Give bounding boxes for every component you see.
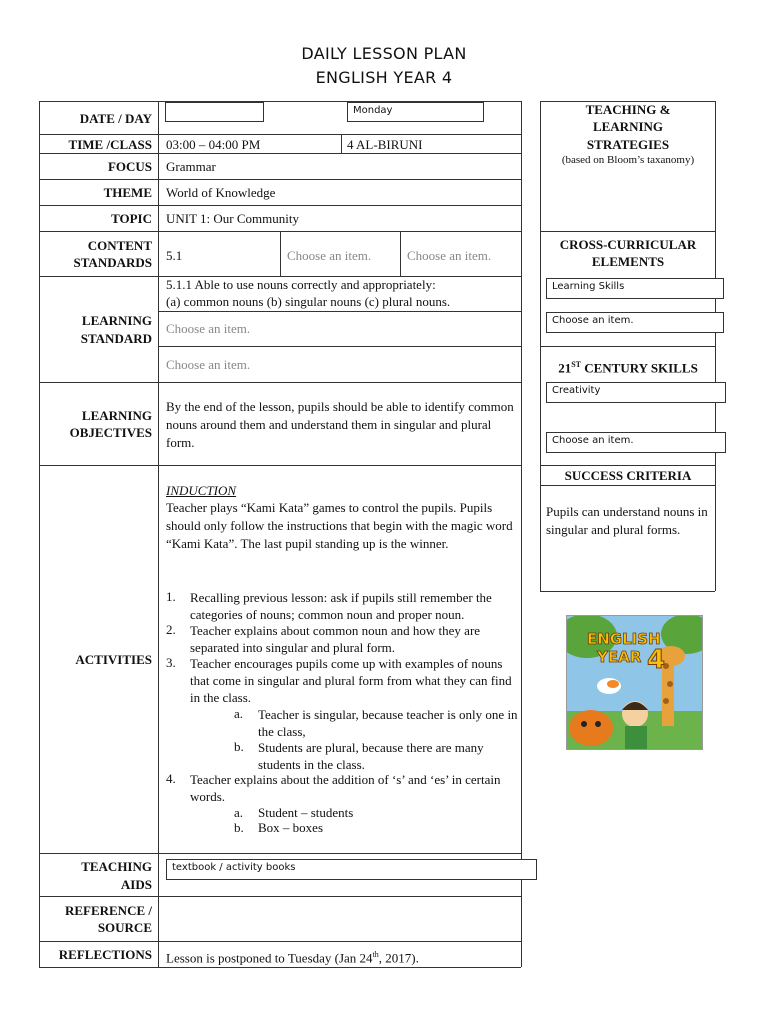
label-date-day: DATE / DAY	[79, 111, 152, 126]
date-field[interactable]	[165, 102, 264, 122]
label-aids: AIDS	[120, 877, 152, 892]
cce-title-1: CROSS-CURRICULAR	[559, 237, 697, 252]
topic-value: UNIT 1: Our Community	[166, 211, 300, 226]
tls-title-1: TEACHING &	[585, 102, 671, 117]
label-learning: LEARNING	[81, 313, 152, 328]
label-time-class: TIME /CLASS	[68, 137, 152, 152]
focus-value: Grammar	[166, 159, 216, 174]
cover-title-number: 4	[647, 645, 666, 675]
century-skills-title: 21ST CENTURY SKILLS	[558, 360, 698, 376]
induction-text: Teacher plays “Kami Kata” games to control the pupils. Pupils should only follow the instructions that begin with the magic word “Kami Kata”. The last pupil standing up is the winner.	[166, 500, 513, 551]
induction-title: INDUCTION	[166, 483, 237, 498]
success-criteria-title: SUCCESS CRITERIA	[564, 468, 692, 483]
class-value: 4 AL-BIRUNI	[347, 137, 423, 152]
cover-title-english: ENGLISH	[587, 630, 661, 648]
learning-standard-choose-2[interactable]: Choose an item.	[166, 357, 251, 372]
day-field[interactable]: Monday	[347, 102, 484, 122]
cce-select-2[interactable]: Choose an item.	[546, 312, 724, 333]
success-criteria-text: Pupils can understand nouns in singular and plural forms.	[546, 504, 708, 537]
content-standard-choose-2[interactable]: Choose an item.	[407, 248, 492, 263]
label-objectives: OBJECTIVES	[69, 425, 152, 440]
label-content: CONTENT	[87, 238, 152, 253]
learning-standard-line1: 5.1.1 Able to use nouns correctly and appropriately:	[166, 277, 436, 292]
document-subtitle: ENGLISH YEAR 4	[315, 68, 453, 87]
cce-select-1[interactable]: Learning Skills	[546, 278, 724, 299]
skill-select-1[interactable]: Creativity	[546, 382, 726, 403]
label-teaching: TEACHING	[81, 859, 152, 874]
content-standard-value: 5.1	[166, 248, 183, 263]
label-reflections: REFLECTIONS	[58, 947, 152, 962]
label-focus: FOCUS	[107, 159, 152, 174]
cover-title-year: YEAR	[597, 648, 642, 666]
document-title: DAILY LESSON PLAN	[301, 44, 467, 63]
skill-select-2[interactable]: Choose an item.	[546, 432, 726, 453]
label-theme: THEME	[103, 185, 152, 200]
cce-title-2: ELEMENTS	[591, 254, 665, 269]
objectives-text: By the end of the lesson, pupils should be able to identify common nouns around them and understand them in singular and plural form.	[166, 399, 514, 450]
content-standard-choose-1[interactable]: Choose an item.	[287, 248, 372, 263]
textbook-cover-image	[566, 615, 703, 750]
tls-title-2: LEARNING	[592, 119, 664, 134]
label-reference: REFERENCE /	[64, 903, 152, 918]
label-standard: STANDARD	[80, 331, 152, 346]
label-learning-obj: LEARNING	[81, 408, 152, 423]
theme-value: World of Knowledge	[166, 185, 276, 200]
learning-standard-line2: (a) common nouns (b) singular nouns (c) plural nouns.	[166, 294, 451, 309]
blooms-note: (based on Bloom’s taxanomy)	[561, 154, 695, 166]
tls-title-3: STRATEGIES	[586, 137, 670, 152]
teaching-aids-field[interactable]: textbook / activity books	[166, 859, 537, 880]
label-standards: STANDARDS	[73, 255, 152, 270]
label-activities: ACTIVITIES	[75, 652, 152, 667]
label-source: SOURCE	[97, 920, 152, 935]
time-value: 03:00 – 04:00 PM	[166, 137, 261, 152]
label-topic: TOPIC	[111, 211, 152, 226]
learning-standard-choose-1[interactable]: Choose an item.	[166, 321, 251, 336]
reflection-text: Lesson is postponed to Tuesday (Jan 24th, 2017).	[166, 950, 419, 966]
